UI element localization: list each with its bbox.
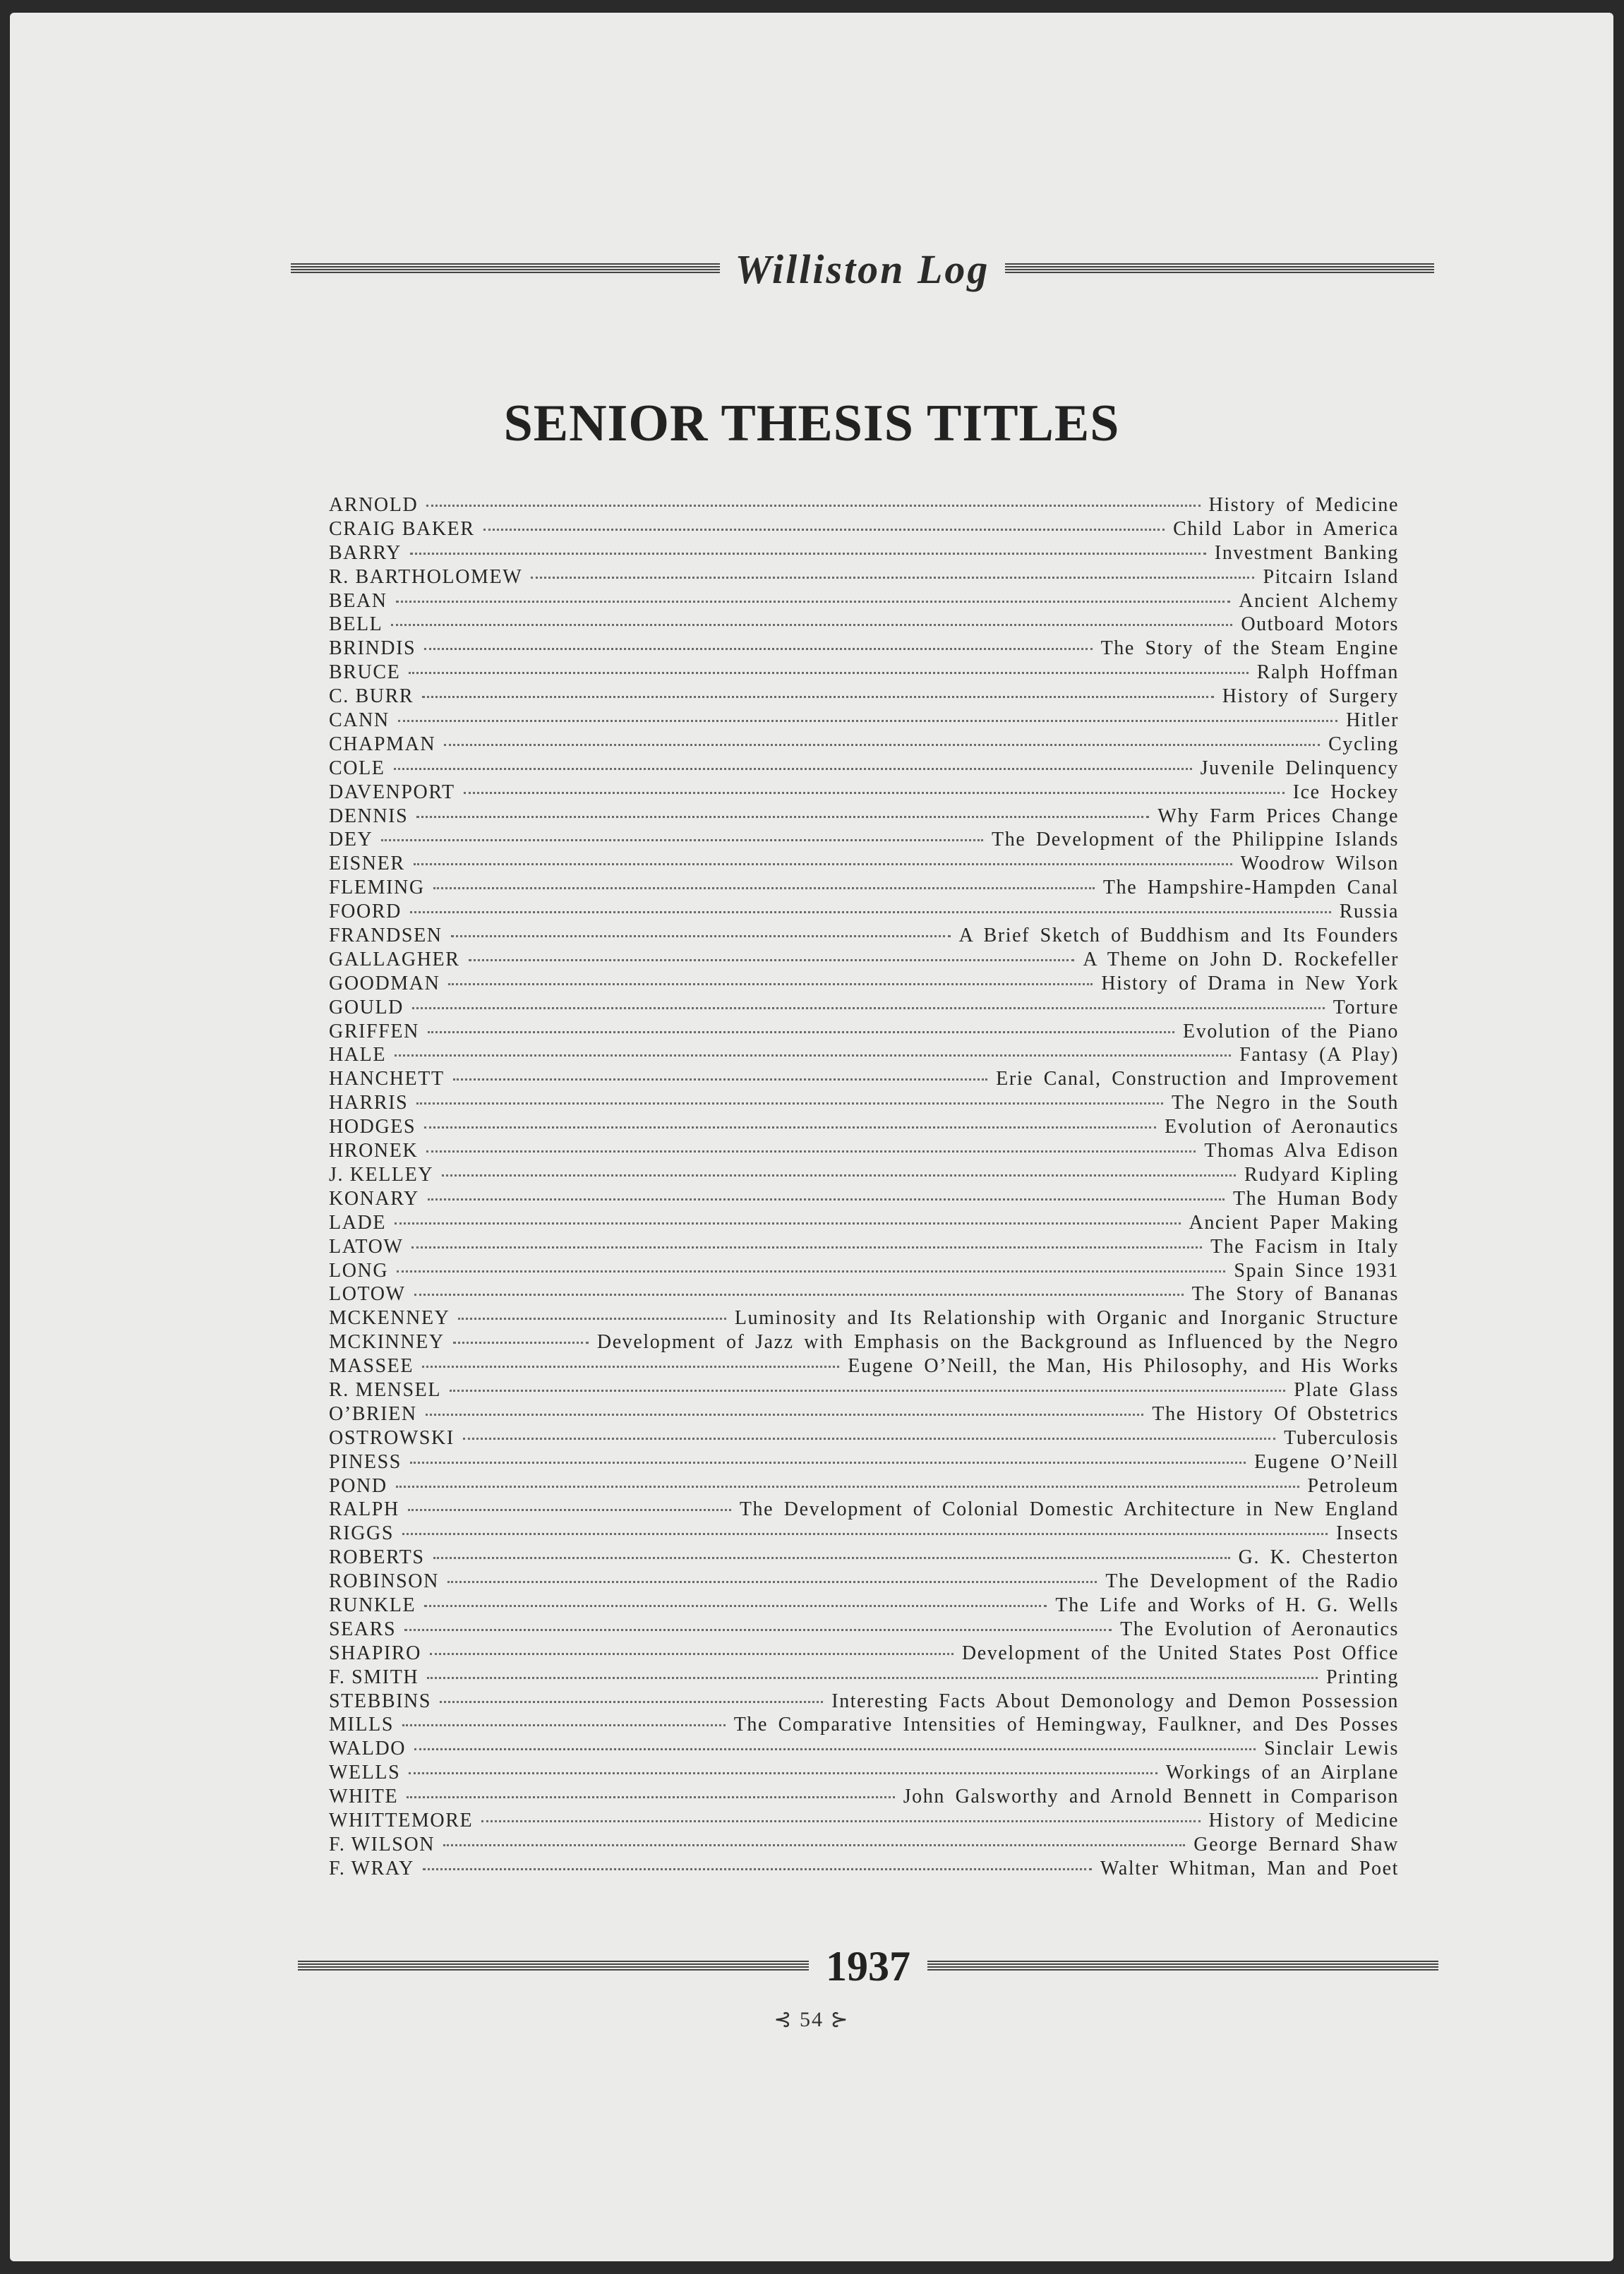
student-name: SHAPIRO: [329, 1642, 422, 1664]
thesis-entry: [329, 1164, 1399, 1188]
thesis-entry: [329, 1618, 1399, 1642]
student-name: O’BRIEN: [329, 1402, 417, 1425]
student-name: HALE: [329, 1044, 387, 1066]
ornamental-rule-right: [927, 1961, 1438, 1972]
thesis-entry: [329, 1810, 1399, 1834]
thesis-title: Development of Jazz with Emphasis on the Background as Influenced by the Negro: [596, 1331, 1399, 1354]
dot-leader: [433, 887, 1095, 889]
footer-year: 1937: [826, 1942, 910, 1990]
student-name: WELLS: [329, 1762, 401, 1784]
dot-leader: [444, 744, 1320, 746]
thesis-title: Russia: [1339, 901, 1399, 923]
thesis-entry: [329, 1403, 1399, 1427]
thesis-title: Plate Glass: [1294, 1378, 1399, 1401]
dot-leader: [458, 1318, 726, 1320]
thesis-title: Fantasy (A Play): [1239, 1044, 1399, 1066]
student-name: LONG: [329, 1259, 389, 1282]
thesis-entry: [329, 709, 1399, 733]
dot-leader: [424, 648, 1092, 650]
thesis-title: History of Surgery: [1222, 685, 1399, 708]
thesis-title: The Story of Bananas: [1191, 1283, 1399, 1306]
student-name: POND: [329, 1474, 387, 1497]
thesis-entry: [329, 1331, 1399, 1355]
student-name: HRONEK: [329, 1140, 419, 1162]
student-name: BRUCE: [329, 661, 401, 684]
running-head: [291, 244, 1434, 294]
thesis-entry: [329, 1690, 1399, 1714]
thesis-title: Rudyard Kipling: [1244, 1163, 1399, 1186]
student-name: MASSEE: [329, 1355, 414, 1378]
thesis-entry: [329, 1451, 1399, 1475]
student-name: KONARY: [329, 1187, 419, 1210]
thesis-title: Insects: [1336, 1522, 1399, 1545]
thesis-entry: [329, 925, 1399, 949]
student-name: ROBERTS: [329, 1546, 425, 1569]
thesis-title: Development of the United States Post Office: [961, 1642, 1399, 1664]
student-name: F. SMITH: [329, 1666, 419, 1688]
dot-leader: [447, 1581, 1097, 1583]
dot-leader: [398, 720, 1337, 722]
thesis-title: George Bernard Shaw: [1193, 1833, 1399, 1855]
dot-leader: [427, 1677, 1318, 1679]
thesis-title: History of Drama in New York: [1101, 972, 1399, 994]
dot-leader: [416, 1102, 1163, 1105]
dot-leader: [396, 601, 1231, 603]
thesis-list: [329, 494, 1399, 1882]
student-name: FLEMING: [329, 877, 425, 899]
thesis-entry: [329, 757, 1399, 781]
thesis-entry: [329, 1116, 1399, 1140]
student-name: BRINDIS: [329, 637, 416, 660]
student-name: CRAIG BAKER: [329, 517, 475, 540]
student-name: WHITE: [329, 1786, 399, 1808]
student-name: EISNER: [329, 853, 405, 875]
thesis-entry: [329, 1570, 1399, 1594]
student-name: SEARS: [329, 1618, 397, 1640]
dot-leader: [424, 1605, 1047, 1607]
dot-leader: [442, 1174, 1236, 1177]
thesis-entry: [329, 494, 1399, 518]
thesis-title: Evolution of the Piano: [1183, 1020, 1399, 1042]
thesis-entry: [329, 973, 1399, 997]
student-name: ROBINSON: [329, 1570, 439, 1593]
thesis-entry: [329, 1307, 1399, 1331]
thesis-entry: [329, 1475, 1399, 1499]
dot-leader: [426, 1150, 1196, 1153]
thesis-title: Spain Since 1931: [1234, 1259, 1399, 1282]
thesis-title: History of Medicine: [1208, 1809, 1399, 1831]
dot-leader: [410, 911, 1331, 913]
page-number: ⊰ 54 ⊱: [774, 2008, 850, 2031]
thesis-entry: [329, 1236, 1399, 1260]
thesis-title: Outboard Motors: [1241, 613, 1399, 636]
student-name: CHAPMAN: [329, 733, 436, 755]
thesis-entry: [329, 997, 1399, 1021]
thesis-entry: [329, 1522, 1399, 1546]
dot-leader: [433, 1557, 1230, 1559]
thesis-entry: [329, 518, 1399, 542]
thesis-title: The Development of the Radio: [1105, 1570, 1399, 1593]
dot-leader: [409, 1772, 1157, 1774]
student-name: MCKENNEY: [329, 1307, 450, 1330]
dot-leader: [453, 1342, 589, 1344]
dot-leader: [414, 1748, 1256, 1750]
ornamental-rule-left: [298, 1961, 809, 1972]
student-name: C. BURR: [329, 685, 414, 708]
ornamental-rule-left: [291, 263, 720, 275]
student-name: HODGES: [329, 1116, 416, 1138]
dot-leader: [464, 792, 1285, 794]
student-name: LOTOW: [329, 1283, 406, 1306]
dot-leader: [395, 1054, 1231, 1057]
dot-leader: [414, 863, 1232, 865]
thesis-title: G. K. Chesterton: [1238, 1546, 1399, 1569]
thesis-title: The Hampshire-Hampden Canal: [1102, 877, 1399, 899]
student-name: DEY: [329, 829, 373, 851]
dot-leader: [424, 1126, 1156, 1129]
dot-leader: [402, 1724, 726, 1726]
student-name: F. WILSON: [329, 1833, 435, 1855]
student-name: R. MENSEL: [329, 1378, 442, 1401]
dot-leader: [411, 1246, 1202, 1249]
student-name: BEAN: [329, 589, 387, 612]
thesis-entry: [329, 1834, 1399, 1858]
thesis-title: Erie Canal, Construction and Improvement: [996, 1068, 1399, 1090]
student-name: J. KELLEY: [329, 1163, 434, 1186]
student-name: DAVENPORT: [329, 781, 455, 803]
thesis-title: Child Labor in America: [1173, 517, 1399, 540]
student-name: DENNIS: [329, 805, 409, 827]
thesis-entry: [329, 1355, 1399, 1379]
student-name: RUNKLE: [329, 1594, 416, 1616]
thesis-title: Why Farm Prices Change: [1157, 805, 1399, 827]
student-name: HANCHETT: [329, 1068, 445, 1090]
thesis-entry: [329, 1666, 1399, 1690]
thesis-entry: [329, 733, 1399, 757]
thesis-entry: [329, 566, 1399, 590]
thesis-title: The Story of the Steam Engine: [1100, 637, 1399, 660]
thesis-title: Pitcairn Island: [1263, 565, 1399, 588]
dot-leader: [428, 1031, 1174, 1033]
thesis-title: Ancient Paper Making: [1189, 1211, 1399, 1234]
thesis-entry: [329, 1044, 1399, 1068]
thesis-title: Hitler: [1346, 709, 1399, 732]
student-name: PINESS: [329, 1450, 402, 1473]
thesis-title: Walter Whitman, Man and Poet: [1100, 1857, 1399, 1879]
thesis-title: Sinclair Lewis: [1264, 1738, 1399, 1760]
running-head-title: Williston Log: [735, 246, 990, 292]
thesis-title: John Galsworthy and Arnold Bennett in Comparison: [903, 1786, 1399, 1808]
student-name: ARNOLD: [329, 494, 419, 516]
dot-leader: [395, 1222, 1180, 1225]
dot-leader: [453, 1078, 987, 1081]
thesis-entry: [329, 853, 1399, 877]
thesis-entry: [329, 1546, 1399, 1570]
dot-leader: [391, 624, 1232, 626]
thesis-title: The Life and Works of H. G. Wells: [1055, 1594, 1399, 1616]
student-name: MILLS: [329, 1714, 394, 1736]
student-name: R. BARTHOLOMEW: [329, 565, 523, 588]
dot-leader: [443, 1844, 1185, 1846]
thesis-entry: [329, 901, 1399, 925]
dot-leader: [410, 553, 1206, 555]
dot-leader: [463, 1438, 1275, 1440]
thesis-title: Torture: [1333, 996, 1399, 1018]
thesis-entry: [329, 1714, 1399, 1738]
thesis-title: Evolution of Aeronautics: [1165, 1116, 1399, 1138]
student-name: FRANDSEN: [329, 925, 443, 947]
thesis-title: A Theme on John D. Rockefeller: [1083, 948, 1399, 970]
thesis-title: Eugene O’Neill: [1254, 1450, 1399, 1473]
dot-leader: [423, 1868, 1092, 1870]
dot-leader: [394, 768, 1192, 770]
thesis-title: The Facism in Italy: [1210, 1235, 1399, 1258]
student-name: RIGGS: [329, 1522, 395, 1545]
dot-leader: [404, 1629, 1112, 1631]
dot-leader: [428, 1198, 1225, 1201]
thesis-entry: [329, 1379, 1399, 1403]
dot-leader: [397, 1270, 1225, 1273]
dot-leader: [409, 672, 1248, 674]
thesis-entry: [329, 542, 1399, 566]
page-title: SENIOR THESIS TITLES: [503, 395, 1120, 452]
thesis-title: History of Medicine: [1208, 494, 1399, 516]
dot-leader: [422, 696, 1214, 698]
thesis-entry: [329, 1498, 1399, 1522]
thesis-entry: [329, 1140, 1399, 1164]
thesis-title: Ancient Alchemy: [1239, 589, 1399, 612]
thesis-entry: [329, 1188, 1399, 1212]
dot-leader: [450, 1390, 1285, 1392]
student-name: FOORD: [329, 901, 402, 923]
student-name: GALLAGHER: [329, 948, 460, 970]
student-name: RALPH: [329, 1498, 399, 1521]
student-name: LADE: [329, 1211, 387, 1234]
thesis-title: Tuberculosis: [1284, 1426, 1399, 1449]
thesis-title: The Development of the Philippine Islands: [992, 829, 1399, 851]
thesis-title: Petroleum: [1307, 1474, 1399, 1497]
thesis-title: Cycling: [1328, 733, 1399, 755]
dot-leader: [440, 1701, 823, 1703]
dot-leader: [402, 1533, 1328, 1535]
dot-leader: [414, 1294, 1184, 1296]
dot-leader: [408, 1509, 731, 1511]
student-name: CANN: [329, 709, 390, 732]
dot-leader: [483, 529, 1165, 531]
dot-leader: [451, 935, 951, 937]
student-name: COLE: [329, 757, 385, 779]
thesis-title: Luminosity and Its Relationship with Organic and Inorganic Structure: [734, 1307, 1399, 1330]
thesis-title: The History Of Obstetrics: [1152, 1402, 1399, 1425]
thesis-entry: [329, 877, 1399, 901]
dot-leader: [412, 1007, 1325, 1009]
student-name: GOULD: [329, 996, 404, 1018]
thesis-entry: [329, 1068, 1399, 1092]
dot-leader: [430, 1653, 954, 1655]
student-name: BELL: [329, 613, 383, 636]
thesis-title: Workings of an Airplane: [1165, 1762, 1399, 1784]
thesis-entry: [329, 781, 1399, 805]
dot-leader: [381, 839, 983, 841]
thesis-title: The Evolution of Aeronautics: [1120, 1618, 1399, 1640]
thesis-entry: [329, 637, 1399, 661]
thesis-title: The Human Body: [1232, 1187, 1399, 1210]
dot-leader: [426, 505, 1200, 507]
student-name: GRIFFEN: [329, 1020, 419, 1042]
thesis-title: Ralph Hoffman: [1256, 661, 1399, 684]
thesis-entry: [329, 1762, 1399, 1786]
thesis-title: Printing: [1325, 1666, 1399, 1688]
thesis-title: Juvenile Delinquency: [1200, 757, 1399, 779]
thesis-title: A Brief Sketch of Buddhism and Its Founders: [958, 925, 1399, 947]
student-name: GOODMAN: [329, 972, 440, 994]
student-name: HARRIS: [329, 1092, 409, 1114]
thesis-entry: [329, 949, 1399, 973]
thesis-title: Ice Hockey: [1292, 781, 1399, 803]
dot-leader: [410, 1462, 1246, 1464]
thesis-entry: [329, 1212, 1399, 1236]
thesis-title: Interesting Facts About Demonology and Demon Possession: [831, 1690, 1399, 1712]
dot-leader: [396, 1486, 1299, 1488]
student-name: WALDO: [329, 1738, 407, 1760]
student-name: F. WRAY: [329, 1857, 414, 1879]
thesis-title: The Comparative Intensities of Hemingway, Faulkner, and Des Posses: [733, 1714, 1399, 1736]
student-name: BARRY: [329, 541, 402, 564]
student-name: STEBBINS: [329, 1690, 432, 1712]
thesis-entry: [329, 661, 1399, 685]
thesis-entry: [329, 805, 1399, 829]
thesis-entry: [329, 1642, 1399, 1666]
thesis-entry: [329, 829, 1399, 853]
thesis-entry: [329, 1786, 1399, 1810]
dot-leader: [469, 959, 1075, 961]
student-name: MCKINNEY: [329, 1331, 445, 1354]
thesis-entry: [329, 590, 1399, 614]
thesis-entry: [329, 613, 1399, 637]
student-name: WHITTEMORE: [329, 1809, 474, 1831]
dot-leader: [448, 983, 1093, 985]
thesis-title: The Development of Colonial Domestic Architecture in New England: [739, 1498, 1399, 1521]
thesis-title: Investment Banking: [1214, 541, 1399, 564]
thesis-entry: [329, 1738, 1399, 1762]
student-name: LATOW: [329, 1235, 404, 1258]
thesis-title: Thomas Alva Edison: [1204, 1140, 1399, 1162]
thesis-title: Eugene O’Neill, the Man, His Philosophy, and His Works: [848, 1355, 1399, 1378]
dot-leader: [422, 1366, 839, 1368]
thesis-entry: [329, 1283, 1399, 1307]
dot-leader: [416, 816, 1149, 818]
thesis-entry: [329, 1594, 1399, 1618]
thesis-entry: [329, 1092, 1399, 1116]
student-name: OSTROWSKI: [329, 1426, 455, 1449]
thesis-entry: [329, 1858, 1399, 1882]
ornamental-rule-right: [1005, 263, 1434, 275]
page: [10, 13, 1613, 2261]
thesis-entry: [329, 1260, 1399, 1284]
thesis-entry: [329, 685, 1399, 709]
dot-leader: [531, 577, 1254, 579]
thesis-title: The Negro in the South: [1171, 1092, 1399, 1114]
dot-leader: [407, 1796, 895, 1798]
year-footer: [298, 1938, 1438, 1995]
thesis-entry: [329, 1427, 1399, 1451]
thesis-entry: [329, 1021, 1399, 1045]
dot-leader: [481, 1820, 1200, 1822]
thesis-title: Woodrow Wilson: [1240, 853, 1399, 875]
dot-leader: [426, 1414, 1144, 1416]
